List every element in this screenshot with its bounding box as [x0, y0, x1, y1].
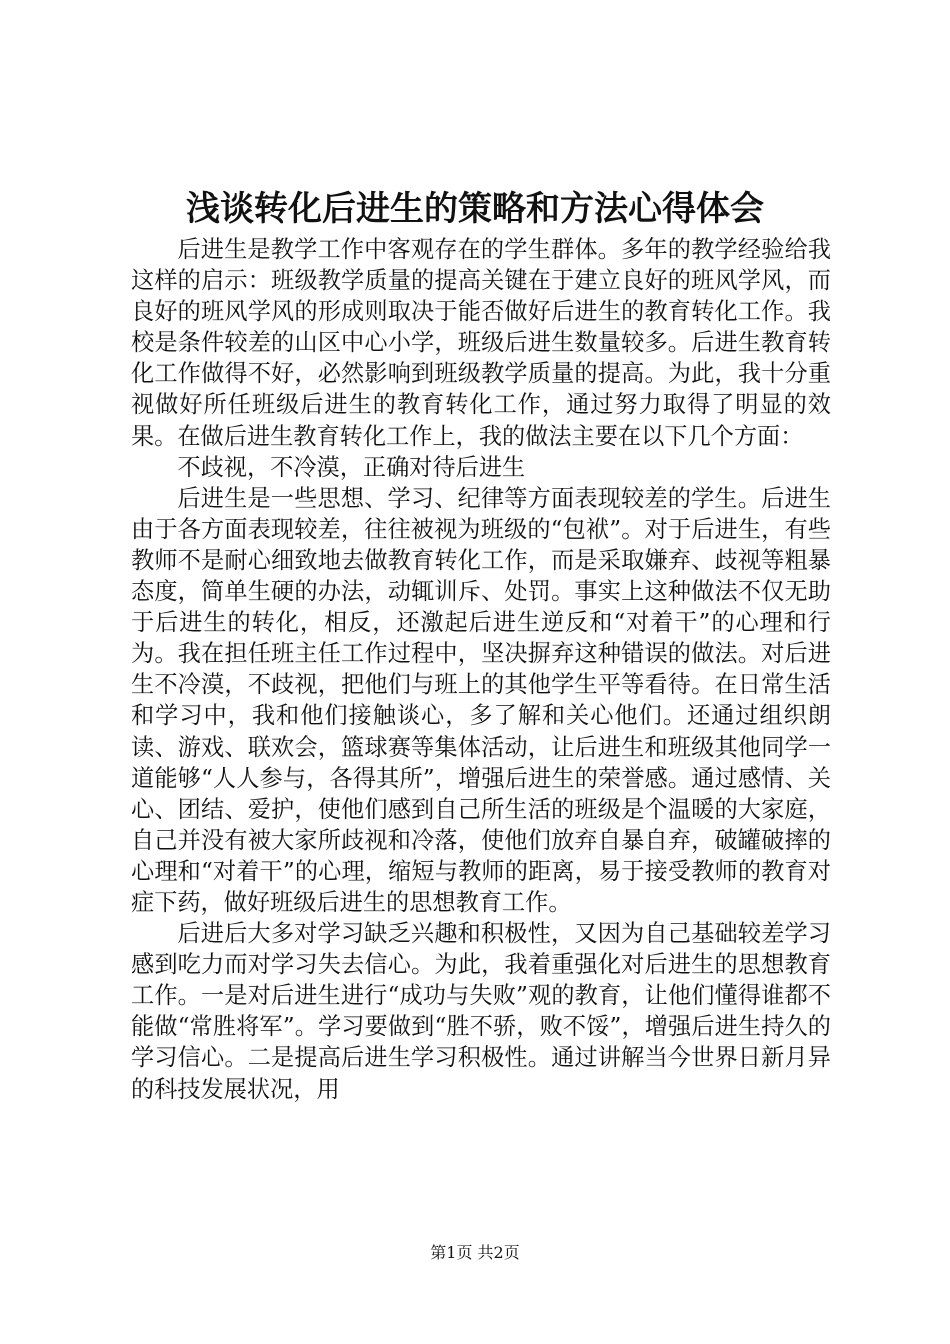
paragraph-section-2: 后进后大多对学习缺乏兴趣和积极性，又因为自己基础较差学习感到吃力而对学习失去信心。为此，我着重强化对后进生的思想教育工作。一是对后进生进行“成功与失败”观的教育，让他们懂得谁都不能做“常胜将军”。学习要做到“胜不骄，败不馁”，增强后进生持久的学习信心。二是提高后进生学习积极性。通过讲解当今世界日新月异的科技发展状况，用 [131, 920, 831, 1103]
section-heading: 不歧视，不冷漠，正确对待后进生 [177, 453, 526, 481]
paragraph-intro: 后进生是教学工作中客观存在的学生群体。多年的教学经验给我这样的启示：班级教学质量的提高关键在于建立良好的班风学风，而良好的班风学风的形成则取决于能否做好后进生的教育转化工作。我校是条件较差的山区中心小学，班级后进生数量较多。后进生教育转化工作做得不好，必然影响到班级教学质量的提高。为此，我十分重视做好所任班级后进生的教育转化工作，通过努力取得了明显的效果。在做后进生教育转化工作上，我的做法主要在以下几个方面： [131, 236, 831, 450]
page-number: 第1页 共2页 [430, 1243, 520, 1262]
paragraph-section-1: 后进生是一些思想、学习、纪律等方面表现较差的学生。后进生由于各方面表现较差，往往被视为班级的“包袱”。对于后进生，有些教师不是耐心细致地去做教育转化工作，而是采取嫌弃、歧视等粗暴态度，简单生硬的办法，动辄训斥、处罚。事实上这种做法不仅无助于后进生的转化，相反，还激起后进生逆反和“对着干”的心理和行为。我在担任班主任工作过程中，坚决摒弃这种错误的做法。对后进生不冷漠，不歧视，把他们与班上的其他学生平等看待。在日常生活和学习中，我和他们接触谈心，多了解和关心他们。还通过组织朗读、游戏、联欢会，篮球赛等集体活动，让后进生和班级其他同学一道能够“人人参与，各得其所”，增强后进生的荣誉感。通过感情、关心、团结、爱护，使他们感到自己所生活的班级是个温暖的大家庭，自己并没有被大家所歧视和冷落，使他们放弃自暴自弃，破罐破摔的心理和“对着干”的心理，缩短与教师的距离，易于接受教师的教育对症下药，做好班级后进生的思想教育工作。 [131, 484, 831, 916]
document-title: 浅谈转化后进生的策略和方法心得体会 [186, 189, 764, 229]
document-body [131, 234, 831, 1105]
page-footer [0, 1242, 950, 1264]
